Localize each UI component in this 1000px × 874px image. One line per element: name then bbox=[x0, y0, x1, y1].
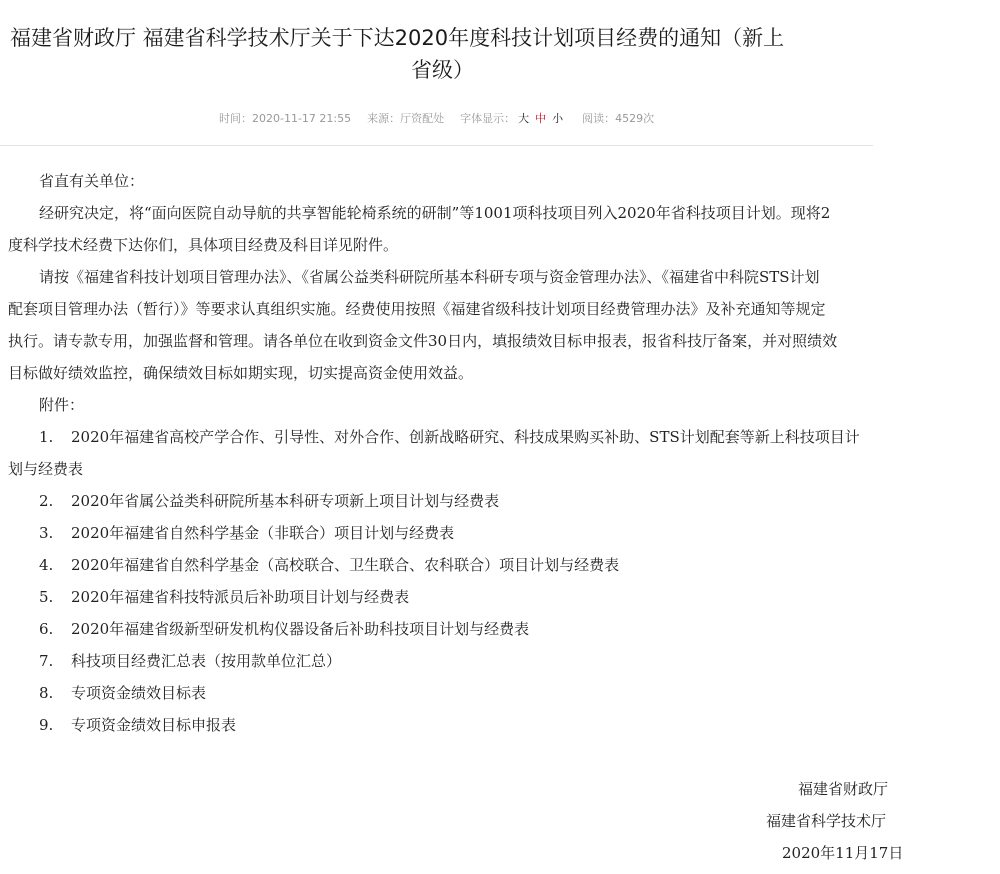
font-size-small-button[interactable]: 小 bbox=[552, 112, 564, 125]
source-label: 来源： bbox=[367, 112, 401, 125]
article-title-line-1: 福建省财政厅 福建省科学技术厅关于下达2020年度科技计划项目经费的通知（新上 bbox=[10, 26, 785, 50]
paragraph-2-line-1: 请按《福建省科技计划项目管理办法》、《省属公益类科研院所基本科研专项与资金管理办法》、《福建省中科院STS计划 bbox=[39, 268, 820, 286]
attachment-1-link[interactable]: 2020年福建省高校产学合作、引导性、对外合作、创新战略研究、科技成果购买补助、STS计划配套等新上科技项目计 bbox=[71, 428, 860, 446]
attachment-1-link-continued[interactable]: 划与经费表 bbox=[8, 460, 84, 478]
attachment-7-number: 7. bbox=[39, 652, 54, 670]
font-size-large-button[interactable]: 大 bbox=[518, 112, 530, 125]
paragraph-1-line-1: 经研究决定，将“面向医院自动导航的共享智能轮椅系统的研制”等1001项科技项目列入2020年省科技项目计划。现将2 bbox=[39, 204, 831, 222]
attachment-9-link[interactable]: 专项资金绩效目标申报表 bbox=[71, 716, 237, 734]
attachment-6-number: 6. bbox=[39, 620, 54, 638]
attachment-2-number: 2. bbox=[39, 492, 54, 510]
attachments-label: 附件： bbox=[39, 396, 85, 414]
attachment-3-number: 3. bbox=[39, 524, 54, 542]
views-value: 4529次 bbox=[615, 112, 655, 125]
signature-org-science: 福建省科学技术厅 bbox=[766, 812, 887, 830]
source-value: 厅资配处 bbox=[400, 112, 445, 125]
paragraph-2-line-4: 目标做好绩效监控，确保绩效目标如期实现，切实提高资金使用效益。 bbox=[8, 364, 474, 382]
attachment-5-number: 5. bbox=[39, 588, 54, 606]
font-size-label: 字体显示： bbox=[460, 112, 516, 125]
paragraph-2-line-2: 配套项目管理办法（暂行）》等要求认真组织实施。经费使用按照《福建省级科技计划项目经费管理办法》及补充通知等规定 bbox=[8, 300, 826, 318]
attachment-3-link[interactable]: 2020年福建省自然科学基金（非联合）项目计划与经费表 bbox=[71, 524, 455, 542]
attachment-4-link[interactable]: 2020年福建省自然科学基金（高校联合、卫生联合、农科联合）项目计划与经费表 bbox=[71, 556, 620, 574]
views-label: 阅读： bbox=[582, 112, 616, 125]
article-title-line-2: 省级） bbox=[411, 58, 474, 82]
paragraph-1-line-2: 度科学技术经费下达你们，具体项目经费及科目详见附件。 bbox=[8, 236, 399, 254]
salutation: 省直有关单位： bbox=[39, 172, 145, 190]
attachment-7-link[interactable]: 科技项目经费汇总表（按用款单位汇总） bbox=[71, 652, 342, 670]
attachment-2-link[interactable]: 2020年省属公益类科研院所基本科研专项新上项目计划与经费表 bbox=[71, 492, 500, 510]
signature-org-finance: 福建省财政厅 bbox=[798, 780, 889, 798]
time-value: 2020-11-17 21:55 bbox=[252, 112, 352, 125]
paragraph-2-line-3: 执行。请专款专用，加强监督和管理。请各单位在收到资金文件30日内，填报绩效目标申报表，报省科技厅备案，并对照绩效 bbox=[8, 332, 838, 350]
attachment-9-number: 9. bbox=[39, 716, 54, 734]
attachment-5-link[interactable]: 2020年福建省科技特派员后补助项目计划与经费表 bbox=[71, 588, 410, 606]
attachment-6-link[interactable]: 2020年福建省级新型研发机构仪器设备后补助科技项目计划与经费表 bbox=[71, 620, 530, 638]
attachment-1-number: 1. bbox=[39, 428, 54, 446]
attachment-4-number: 4. bbox=[39, 556, 54, 574]
attachment-8-number: 8. bbox=[39, 684, 54, 702]
time-label: 时间： bbox=[219, 112, 252, 125]
attachment-8-link[interactable]: 专项资金绩效目标表 bbox=[71, 684, 207, 702]
signature-date: 2020年11月17日 bbox=[782, 844, 904, 862]
font-size-medium-button[interactable]: 中 bbox=[535, 112, 547, 125]
